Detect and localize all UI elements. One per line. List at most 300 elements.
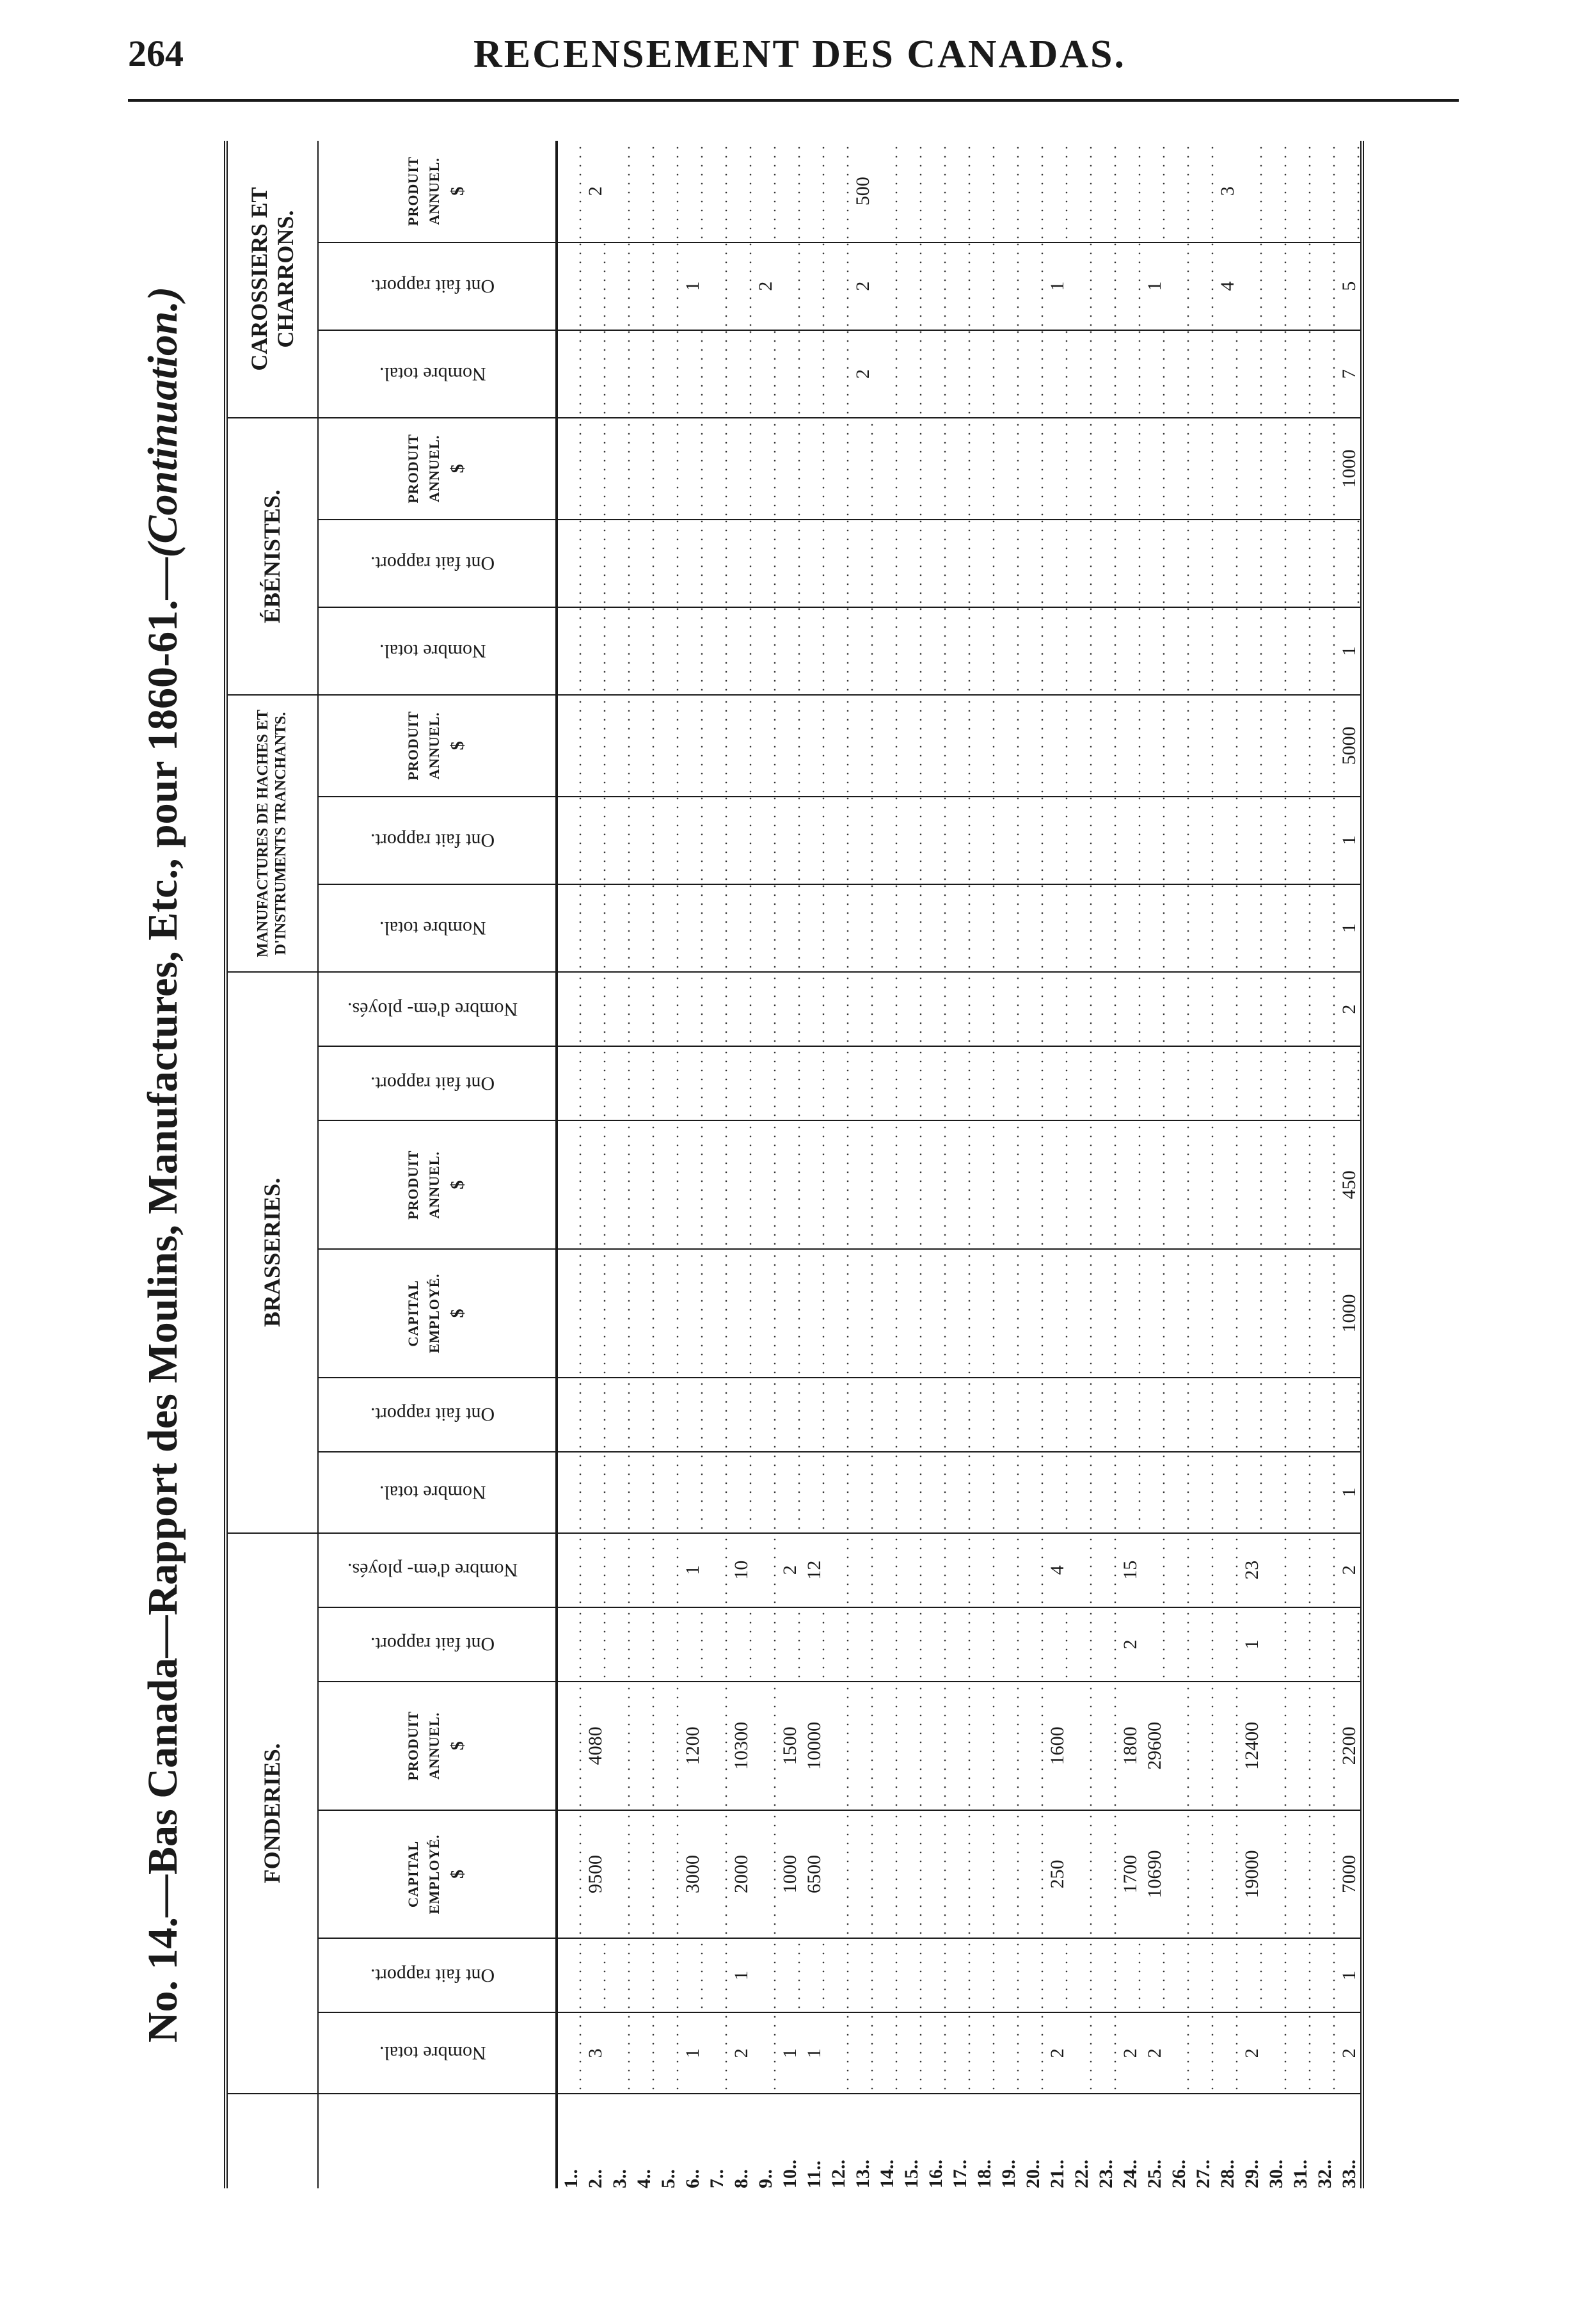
table-cell [1336, 1607, 1362, 1682]
row-number: 30.. [1266, 2160, 1287, 2188]
table-cell [728, 330, 752, 418]
table-cell [1214, 1533, 1239, 1607]
table-cell [655, 884, 679, 972]
table-cell [923, 1046, 947, 1120]
row-number: 27.. [1193, 2160, 1214, 2188]
table-cell [825, 520, 850, 607]
table-cell [777, 797, 801, 884]
table-row [728, 141, 752, 2188]
table-cell: 5000 [1336, 695, 1362, 796]
table-cell [1068, 1249, 1093, 1378]
table-cell [1166, 1810, 1190, 1939]
table-cell [947, 695, 971, 796]
table-row [1190, 141, 1214, 2188]
table-cell [898, 2012, 923, 2094]
row-number: 16.. [925, 2160, 946, 2188]
table-cell [1214, 520, 1239, 607]
table-cell: 1 [1336, 797, 1362, 884]
table-cell [850, 797, 874, 884]
table-cell [1312, 972, 1336, 1046]
table-cell [1117, 1046, 1141, 1120]
table-cell [704, 607, 728, 695]
table-cell [557, 1810, 582, 1939]
table-cell [1020, 695, 1044, 796]
header-rule [128, 99, 1459, 102]
table-cell [631, 1533, 655, 1607]
table-cell [557, 797, 582, 884]
table-row [679, 141, 704, 2188]
table-cell [1239, 1249, 1263, 1378]
table-cell [1263, 1120, 1287, 1249]
column-header-row [318, 141, 557, 2188]
table-cell [1263, 1810, 1287, 1939]
table-cell [923, 330, 947, 418]
table-cell [557, 418, 582, 519]
page-header [96, 26, 1504, 77]
table-cell [1190, 1046, 1214, 1120]
table-cell: 1200 [679, 1682, 704, 1810]
table-cell: 1 [1044, 243, 1068, 330]
table-cell [655, 141, 679, 243]
table-stage [128, 141, 1376, 2201]
table-cell: 1 [1336, 1938, 1362, 2012]
table-cell [1117, 695, 1141, 796]
table-cell [850, 607, 874, 695]
table-cell [655, 972, 679, 1046]
table-cell [947, 884, 971, 972]
table-row [704, 141, 728, 2188]
table-cell: 3000 [679, 1810, 704, 1939]
table-cell [947, 1607, 971, 1682]
table-cell [1093, 1810, 1117, 1939]
table-cell [704, 243, 728, 330]
table-cell [898, 1120, 923, 1249]
table-cell [971, 2012, 996, 2094]
table-cell: 19000 [1239, 1810, 1263, 1939]
table-cell: 1 [1141, 243, 1166, 330]
table-cell [655, 1938, 679, 2012]
table-cell [1020, 1452, 1044, 1533]
table-cell [777, 1607, 801, 1682]
caro-ont-fait-rapport-header: Ont fait rapport. [318, 243, 557, 330]
row-number: 31.. [1290, 2160, 1311, 2188]
table-cell [752, 520, 777, 607]
table-cell [679, 797, 704, 884]
table-cell [1141, 141, 1166, 243]
table-cell [850, 884, 874, 972]
table-cell [898, 1810, 923, 1939]
table-cell [752, 1810, 777, 1939]
table-cell [704, 520, 728, 607]
row-number: 32.. [1314, 2160, 1335, 2188]
row-number: 11.. [804, 2160, 825, 2188]
row-number: 15.. [901, 2160, 922, 2188]
table-cell [1312, 1046, 1336, 1120]
table-cell: 1 [777, 2012, 801, 2094]
table-cell [1166, 418, 1190, 519]
table-cell [728, 141, 752, 243]
table-cell [777, 1046, 801, 1120]
table-cell [1190, 418, 1214, 519]
table-row [557, 141, 582, 2188]
table-cell [801, 972, 825, 1046]
table-cell [557, 1938, 582, 2012]
table-cell [704, 1810, 728, 1939]
table-cell [971, 1938, 996, 2012]
row-label-header [318, 2094, 557, 2188]
table-cell [704, 1249, 728, 1378]
table-cell [1239, 330, 1263, 418]
table-cell [1239, 243, 1263, 330]
table-cell [971, 797, 996, 884]
caro-produit-header: PRODUIT ANNUEL. $ [318, 141, 557, 243]
table-cell [801, 1607, 825, 1682]
row-number: 25.. [1144, 2160, 1165, 2188]
table-cell [1263, 1533, 1287, 1607]
table-cell: 2200 [1336, 1682, 1362, 1810]
table-cell [631, 1452, 655, 1533]
table-cell [1068, 695, 1093, 796]
table-cell [557, 1533, 582, 1607]
table-row [631, 141, 655, 2188]
table-row [996, 141, 1020, 2188]
table-cell [582, 607, 607, 695]
table-cell [728, 884, 752, 972]
table-cell [1263, 1607, 1287, 1682]
table-cell [582, 1938, 607, 2012]
table-cell [1020, 1810, 1044, 1939]
table-cell [996, 884, 1020, 972]
table-cell: 5 [1336, 243, 1362, 330]
table-row [1044, 141, 1068, 2188]
table-row [1020, 141, 1044, 2188]
table-cell: 1 [1336, 1452, 1362, 1533]
table-row [1214, 141, 1239, 2188]
table-cell [971, 1046, 996, 1120]
table-cell [850, 1120, 874, 1249]
table-cell [801, 330, 825, 418]
table-cell [825, 1682, 850, 1810]
table-cell [1141, 1249, 1166, 1378]
table-cell [704, 1682, 728, 1810]
table-cell [1190, 1452, 1214, 1533]
table-cell [996, 695, 1020, 796]
table-cell [1239, 972, 1263, 1046]
table-cell [1068, 797, 1093, 884]
table-cell [1117, 1938, 1141, 2012]
table-cell [1166, 1378, 1190, 1452]
table-cell [898, 1682, 923, 1810]
table-cell [607, 141, 631, 243]
table-cell [996, 1378, 1020, 1452]
bras-ont-fait-rapport2-header: Ont fait rapport. [318, 1046, 557, 1120]
table-cell [898, 1046, 923, 1120]
table-cell [1214, 1120, 1239, 1249]
table-cell [1190, 330, 1214, 418]
table-cell [752, 1607, 777, 1682]
table-cell: 500 [850, 141, 874, 243]
table-cell [655, 1810, 679, 1939]
table-cell [801, 1378, 825, 1452]
group-brasseries: BRASSERIES. [226, 972, 318, 1533]
table-title-text: No. 14.—Bas Canada—Rapport des Moulins, Manufactures, Etc., pour 1860-61.— [139, 557, 186, 2043]
table-cell [947, 243, 971, 330]
fond-nombre-total-header: Nombre total. [318, 2012, 557, 2094]
table-cell [607, 797, 631, 884]
table-cell [1141, 330, 1166, 418]
table-cell [1312, 607, 1336, 695]
table-cell [679, 1452, 704, 1533]
table-cell [1068, 243, 1093, 330]
table-title-continuation: (Continuation.) [139, 286, 186, 558]
table-cell [704, 2012, 728, 2094]
table-cell: 7 [1336, 330, 1362, 418]
table-cell [971, 972, 996, 1046]
page-number: 264 [128, 33, 184, 74]
table-cell [1239, 1938, 1263, 2012]
row-number: 12.. [828, 2160, 849, 2188]
table-cell: 1 [1239, 1607, 1263, 1682]
table-cell [1020, 607, 1044, 695]
table-cell [1287, 243, 1312, 330]
table-cell [631, 1938, 655, 2012]
table-cell [898, 1378, 923, 1452]
table-cell [607, 418, 631, 519]
table-cell [1141, 884, 1166, 972]
table-cell: 10000 [801, 1682, 825, 1810]
table-cell [1093, 1046, 1117, 1120]
table-cell [850, 1452, 874, 1533]
table-cell [777, 972, 801, 1046]
table-cell [655, 797, 679, 884]
table-cell [1117, 330, 1141, 418]
table-cell [1166, 1120, 1190, 1249]
table-cell [825, 797, 850, 884]
table-cell [655, 520, 679, 607]
table-cell [1263, 797, 1287, 884]
table-cell [898, 1607, 923, 1682]
table-cell [1214, 1607, 1239, 1682]
row-number: 3.. [609, 2169, 630, 2188]
table-cell [655, 1607, 679, 1682]
table-cell [898, 695, 923, 796]
table-cell [607, 2012, 631, 2094]
table-row [1068, 141, 1093, 2188]
table-cell [971, 884, 996, 972]
table-cell [1020, 520, 1044, 607]
table-cell [971, 520, 996, 607]
table-row [898, 141, 923, 2188]
table-cell [607, 1120, 631, 1249]
table-cell [1117, 243, 1141, 330]
table-cell: 1700 [1117, 1810, 1141, 1939]
table-cell [1214, 1046, 1239, 1120]
table-cell [1020, 141, 1044, 243]
table-cell: 2 [752, 243, 777, 330]
table-cell [704, 418, 728, 519]
table-cell [801, 418, 825, 519]
table-cell [1093, 1249, 1117, 1378]
table-cell: 23 [1239, 1533, 1263, 1607]
table-cell [1312, 330, 1336, 418]
table-cell [1287, 1533, 1312, 1607]
table-cell [1287, 1682, 1312, 1810]
table-row [1336, 141, 1362, 2188]
table-cell [971, 1452, 996, 1533]
table-cell [1312, 243, 1336, 330]
table-cell [1044, 1120, 1068, 1249]
table-cell [631, 695, 655, 796]
table-cell [679, 1046, 704, 1120]
table-cell [1020, 418, 1044, 519]
table-cell [631, 520, 655, 607]
table-cell [679, 1938, 704, 2012]
table-cell [923, 1249, 947, 1378]
table-cell [1044, 607, 1068, 695]
table-cell [557, 330, 582, 418]
table-cell: 1000 [1336, 418, 1362, 519]
table-cell [801, 884, 825, 972]
table-cell [1190, 972, 1214, 1046]
table-cell [947, 1452, 971, 1533]
table-cell [850, 1607, 874, 1682]
table-cell [898, 1452, 923, 1533]
table-cell [1044, 520, 1068, 607]
table-cell [704, 330, 728, 418]
table-cell [582, 972, 607, 1046]
table-cell [971, 141, 996, 243]
table-cell [655, 1249, 679, 1378]
table-cell [777, 1120, 801, 1249]
table-cell [582, 1452, 607, 1533]
table-cell [679, 972, 704, 1046]
table-cell [971, 330, 996, 418]
table-cell [825, 1452, 850, 1533]
table-cell [1044, 1046, 1068, 1120]
table-cell [801, 1249, 825, 1378]
table-cell [1239, 884, 1263, 972]
table-cell [752, 141, 777, 243]
table-cell [1214, 1249, 1239, 1378]
table-cell [947, 1938, 971, 2012]
table-cell [874, 884, 898, 972]
table-cell [1020, 1607, 1044, 1682]
table-cell [1166, 1249, 1190, 1378]
table-cell [1287, 2012, 1312, 2094]
table-cell [655, 1378, 679, 1452]
table-cell [704, 141, 728, 243]
table-cell [923, 695, 947, 796]
table-cell [971, 695, 996, 796]
table-cell [1020, 1533, 1044, 1607]
table-cell [1312, 695, 1336, 796]
table-cell [1312, 1378, 1336, 1452]
table-cell [1020, 2012, 1044, 2094]
table-cell [777, 1378, 801, 1452]
table-cell [557, 2012, 582, 2094]
bras-produit-header: PRODUIT ANNUEL. $ [318, 1120, 557, 1249]
table-cell [1044, 1938, 1068, 2012]
table-cell [679, 141, 704, 243]
group-haches: MANUFACTURES DE HACHES ET D'INSTRUMENTS TRANCHANTS. [226, 695, 318, 972]
table-cell [1214, 418, 1239, 519]
row-number: 26.. [1168, 2160, 1189, 2188]
bras-ont-fait-rapport-header: Ont fait rapport. [318, 1378, 557, 1452]
table-row [1093, 141, 1117, 2188]
table-cell: 1500 [777, 1682, 801, 1810]
table-cell: 1800 [1117, 1682, 1141, 1810]
table-cell [996, 1938, 1020, 2012]
table-cell [801, 695, 825, 796]
table-cell [923, 607, 947, 695]
table-cell [1336, 141, 1362, 243]
table-cell [1141, 1378, 1166, 1452]
table-cell [801, 797, 825, 884]
table-cell [1093, 972, 1117, 1046]
table-cell [923, 1533, 947, 1607]
table-cell [752, 418, 777, 519]
table-cell [1141, 1046, 1166, 1120]
fond-ont-fait-rapport2-header: Ont fait rapport. [318, 1607, 557, 1682]
table-cell [1093, 418, 1117, 519]
table-cell [1044, 972, 1068, 1046]
row-number: 18.. [974, 2160, 995, 2188]
table-cell [850, 2012, 874, 2094]
table-cell [996, 1810, 1020, 1939]
table-cell [1044, 884, 1068, 972]
table-cell [874, 141, 898, 243]
table-cell [1239, 1046, 1263, 1120]
table-cell [1287, 1120, 1312, 1249]
table-cell [923, 418, 947, 519]
table-cell [923, 1120, 947, 1249]
table-cell: 12 [801, 1533, 825, 1607]
table-cell [1068, 141, 1093, 243]
table-cell [1068, 1120, 1093, 1249]
table-row [1287, 141, 1312, 2188]
table-cell [1287, 1378, 1312, 1452]
table-cell [874, 1607, 898, 1682]
table-cell [850, 972, 874, 1046]
table-cell [728, 243, 752, 330]
table-cell [898, 141, 923, 243]
table-cell [1117, 1120, 1141, 1249]
table-cell [1141, 1938, 1166, 2012]
table-cell [1312, 797, 1336, 884]
table-row [801, 141, 825, 2188]
table-cell: 7000 [1336, 1810, 1362, 1939]
table-cell [704, 1938, 728, 2012]
table-cell [752, 972, 777, 1046]
table-cell [1263, 1682, 1287, 1810]
table-cell [1312, 1682, 1336, 1810]
table-cell: 1 [728, 1938, 752, 2012]
table-cell [825, 1607, 850, 1682]
table-cell [557, 141, 582, 243]
table-cell [923, 972, 947, 1046]
bras-capital-header: CAPITAL EMPLOYÉ. $ [318, 1249, 557, 1378]
table-cell [777, 607, 801, 695]
table-cell [923, 884, 947, 972]
table-cell [1214, 1938, 1239, 2012]
table-cell [631, 797, 655, 884]
table-cell [1068, 1378, 1093, 1452]
table-cell [582, 1533, 607, 1607]
table-cell [1239, 520, 1263, 607]
table-cell [874, 695, 898, 796]
table-cell [947, 607, 971, 695]
table-cell [996, 418, 1020, 519]
